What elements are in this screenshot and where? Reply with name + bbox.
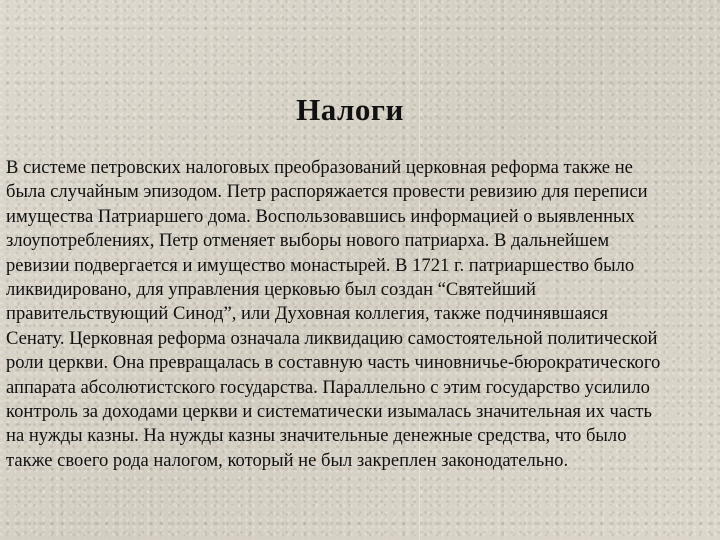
slide-title-text: Налоги <box>296 92 404 127</box>
body-paragraph: В системе петровских налоговых преобразований церковная реформа также не была случайным эпизодом. Петр распоряжается провести ревизию для переписи имущества Патриаршего дома. Воспользовавшись информацией о выявленных злоупотреблениях, Петр отменяет выборы нового патриарха. В дальнейшем ревизии подвергается и имущество монастырей. В 1721 г. патриаршество было ликвидировано, для управления церковью был создан “Святейший правительствующий Синод”, или Духовная коллегия, также подчинявшаяся Сенату. Церковная реформа означала ликвидацию самостоятельной политической роли церкви. Она превращалась в составную часть чиновничье-бюрократического аппарата абсолютистского государства. Параллельно с этим государство усилило контроль за доходами церкви и систематически изымалась значительная их часть на нужды казны. На нужды казны значительные денежные средства, что было также своего рода налогом, который не был закреплен законодательно. <box>6 157 661 471</box>
slide-title <box>0 92 720 128</box>
